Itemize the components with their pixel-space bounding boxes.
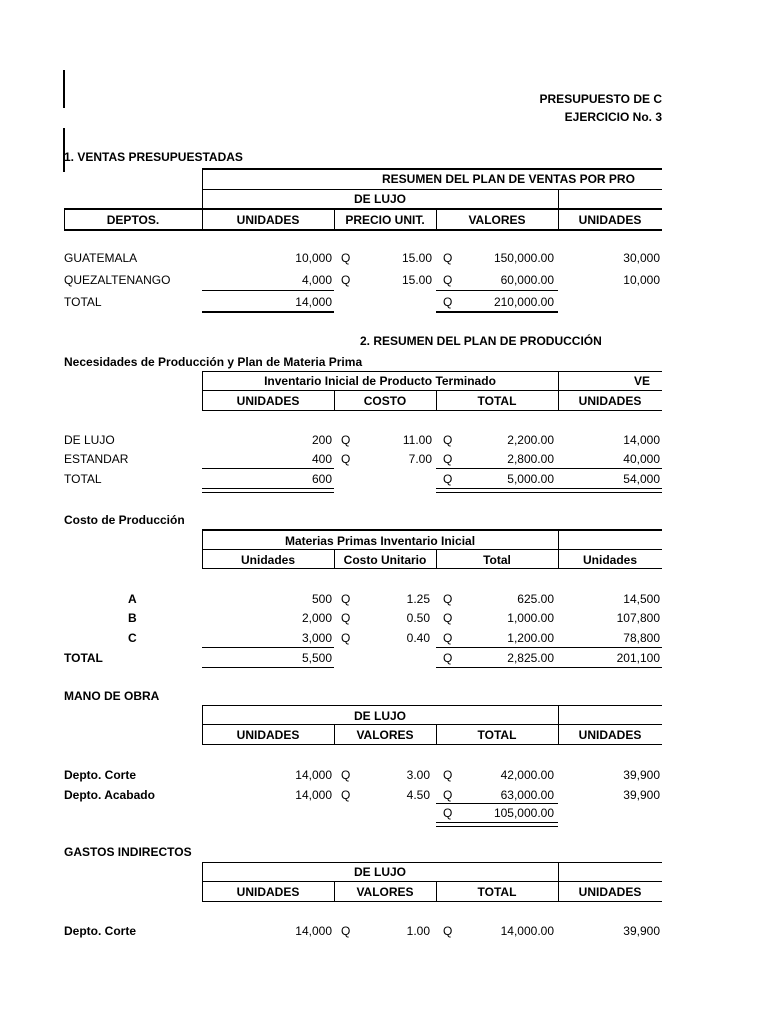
produccion-subheading: Necesidades de Producción y Plan de Materia Prima <box>64 355 363 369</box>
costo-group: Materias Primas Inventario Inicial <box>284 534 476 548</box>
produccion-group-2: VE <box>634 374 651 388</box>
mano-group: DE LUJO <box>353 709 406 723</box>
costo-heading: Costo de Producción <box>64 513 185 527</box>
col-deptos: DEPTOS. <box>106 213 160 227</box>
gastos-heading: GASTOS INDIRECTOS <box>64 845 192 859</box>
page-subtitle: EJERCICIO No. 3 <box>564 110 662 124</box>
ventas-banner: RESUMEN DEL PLAN DE VENTAS POR PRO <box>382 172 635 186</box>
spreadsheet: PRESUPUESTO DE C EJERCICIO No. 3 1. VENTAS PRESUPUESTADAS RESUMEN DEL PLAN DE VENTAS POR PRO DE LUJO DEPTOS. UNIDADES PRECIO UNIT. VALORES UNIDADES GUATEMALA 10,000 Q 15.00 Q 150,000.00 30,000 QUEZALTENANGO 4,000 Q 15.00 Q 60,000.00 10,000 TOTAL 14,000 Q 210,000.00 2. RESUMEN DEL PLAN DE PRODUCCIÓN Necesidades de Producción y Plan de Materia Prima Inventario Inicial de Producto Terminado VE UNIDADES COSTO TOTAL UNIDADES DE LUJO 200 Q 11.00 Q 2,200.00 14,000 ESTANDAR 400 Q 7.00 Q 2,800.00 40,000 TOTAL 600 Q 5,000.00 54,000 Costo de Producción Materias Primas Inventario Inicial Unidades Costo Unitario Total Unidades A 500 Q 1.25 Q 625.00 14,500 B 2,000 Q 0.50 Q 1,000.00 107,800 C 3,000 Q 0.40 Q 1,200.00 78,800 TOTAL 5,500 Q 2,825.00 201,100 MANO DE OBRA DE LUJO UNIDADES VALORES TOTAL UNIDADES Depto. Corte 14,000 Q 3.00 Q 42,000.00 39,900 Depto. Acabado 14,000 Q 4.50 Q 63,000.00 39,900 Q 105,000.00 GASTOS INDIRECTOS DE LUJO UNIDADES VALORES TOTAL UNIDADES Depto. Corte 14,000 Q 1.00 Q 14,000.00 39,900 <box>0 0 662 1024</box>
col-unidades-2: UNIDADES <box>578 213 642 227</box>
gastos-group: DE LUJO <box>353 865 406 879</box>
produccion-group: Inventario Inicial de Producto Terminado <box>264 374 496 388</box>
col-valores: VALORES <box>468 213 526 227</box>
col-unidades: UNIDADES <box>236 213 300 227</box>
page-title: PRESUPUESTO DE C <box>539 92 662 106</box>
col-precio: PRECIO UNIT. <box>345 213 425 227</box>
margin-mark <box>63 70 65 108</box>
ventas-heading: 1. VENTAS PRESUPUESTADAS <box>64 150 243 164</box>
produccion-heading: 2. RESUMEN DEL PLAN DE PRODUCCIÓN <box>360 334 602 348</box>
ventas-group: DE LUJO <box>353 192 406 206</box>
mano-heading: MANO DE OBRA <box>64 689 160 703</box>
